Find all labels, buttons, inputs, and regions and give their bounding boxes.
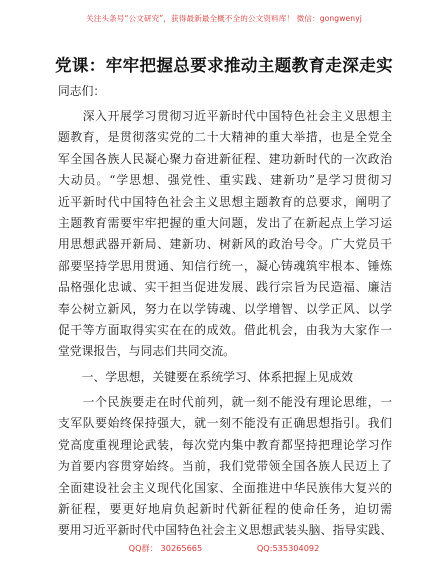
body-line: 一个民族要走在时代前列，就一刻不能没有理论思维，一 — [58, 395, 392, 410]
body-line: 品格强化忠诚、实干担当促进发展、践行宗旨为民造福、廉洁 — [58, 280, 392, 295]
document-title: 党课：牢牢把握总要求推动主题教育走深走实 — [55, 56, 393, 75]
body-line: 近平新时代中国特色社会主义思想主题教育的总要求，阐明了 — [58, 194, 392, 209]
footer-qq: QQ:535304092 — [256, 543, 320, 553]
footer-contact — [0, 543, 448, 554]
body-line: 党高度重视理论武装，每次党内集中教育都坚持把理论学习作 — [58, 437, 392, 452]
body-line: 促干等方面取得实实在在的成效。借此机会，由我为大家作一 — [58, 322, 392, 337]
body-line: 全面建设社会主义现代化国家、全面推进中华民族伟大复兴的 — [58, 480, 392, 495]
body-line: 支军队要始终保持强大，就一刻不能没有正确思想指引。我们 — [58, 416, 392, 431]
salutation: 同志们： — [58, 84, 106, 98]
body-line: 用思想武器开新局、建新功、树新风的政治号令。广大党员干 — [58, 237, 392, 252]
body-line: 新征程，要更好地肩负起新时代新征程的使命任务，迫切需 — [58, 502, 392, 517]
body-line: 要用习近平新时代中国特色社会主义思想武装头脑、指导实践、 — [58, 523, 392, 538]
body-line: 题教育，是贯彻落实党的二十大精神的重大举措，也是全党全 — [58, 130, 392, 145]
body-line: 奉公树立新风，努力在以学铸魂、以学增智、以学正风、以学 — [58, 301, 392, 316]
body-line: 为首要内容贯穿始终。当前，我们党带领全国各族人民迈上了 — [58, 459, 392, 474]
body-line: 主题教育需要牢牢把握的重大问题，发出了在新起点上学习运 — [58, 215, 392, 230]
document-body — [58, 106, 392, 542]
body-line: 堂党课报告，与同志们共同交流。 — [58, 344, 235, 359]
section-heading: 一、学思想，关键要在系统学习、体系把握上见成效 — [58, 369, 353, 384]
header-promo-banner: 关注头条号“公文研究”，获得最新最全概不全的公文资料库！ 微信：gongwenyj — [86, 14, 362, 23]
body-line: 深入开展学习贯彻习近平新时代中国特色社会主义思想主 — [58, 109, 392, 123]
body-line: 大动员。“学思想、强党性、重实践、建新功”是学习贯彻习 — [58, 173, 392, 188]
body-line: 部要坚持学思用贯通、知信行统一，凝心铸魂筑牢根本、锤炼 — [58, 258, 392, 273]
footer-qq-group: QQ群： 30265665 — [128, 543, 203, 553]
body-line: 军全国各族人民凝心聚力奋进新征程、建功新时代的一次政治 — [58, 151, 392, 166]
